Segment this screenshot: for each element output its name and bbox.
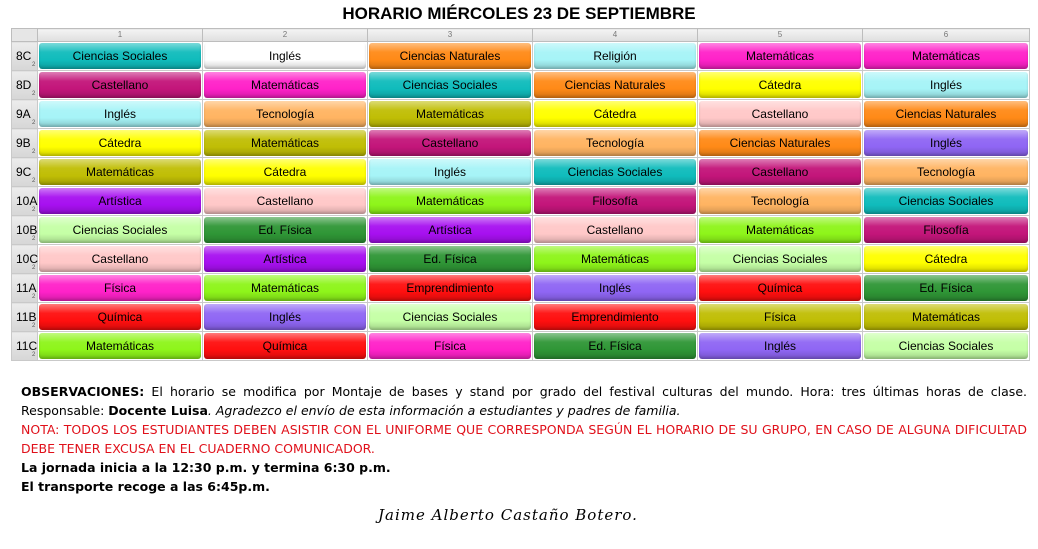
schedule-cell [863, 129, 1030, 158]
nota-text: TODOS LOS ESTUDIANTES DEBEN ASISTIR CON EL UNIFORME QUE CORRESPONDA SEGÚN EL HORARIO DE SU GRUPO, EN CASO DE ALGUNA DIFICULTAD DEBE TENER EXCUSA EN EL CUADERNO COMUNICADOR. [21, 422, 1027, 456]
subject-label: Ciencias Sociales [864, 333, 1028, 359]
schedule-cell [368, 332, 533, 361]
subject-label: Castellano [699, 159, 861, 185]
subject-label: Inglés [864, 72, 1028, 98]
schedule-cell [533, 187, 698, 216]
subject-label: Ciencias Sociales [864, 188, 1028, 214]
schedule-cell [203, 158, 368, 187]
subject-label: Ed. Física [369, 246, 531, 272]
subject-label: Artística [39, 188, 201, 214]
subject-label: Ciencias Sociales [39, 217, 201, 243]
group-sub-label: 2 [32, 294, 36, 300]
subject-label: Ciencias Sociales [699, 246, 861, 272]
transporte-text: El transporte recoge a las 6:45p.m. [21, 479, 270, 494]
subject-label: Castellano [39, 246, 201, 272]
row-header-group [12, 245, 38, 274]
schedule-cell [38, 187, 203, 216]
schedule-table [11, 28, 1030, 361]
subject-label: Química [39, 304, 201, 330]
group-sub-label: 2 [32, 91, 36, 97]
subject-label: Tecnología [699, 188, 861, 214]
schedule-cell [698, 245, 863, 274]
subject-label: Ciencias Naturales [534, 72, 696, 98]
schedule-cell [863, 71, 1030, 100]
subject-label: Matemáticas [864, 43, 1028, 69]
schedule-cell [698, 129, 863, 158]
schedule-cell [863, 274, 1030, 303]
subject-label: Emprendimiento [369, 275, 531, 301]
schedule-cell [368, 303, 533, 332]
schedule-cell [863, 42, 1030, 71]
subject-label: Inglés [534, 275, 696, 301]
column-header: 6 [863, 29, 1030, 42]
schedule-cell [533, 274, 698, 303]
subject-label: Matemáticas [369, 101, 531, 127]
schedule-cell [533, 42, 698, 71]
subject-label: Tecnología [204, 101, 366, 127]
schedule-cell [863, 303, 1030, 332]
schedule-cell [203, 332, 368, 361]
schedule-cell [533, 71, 698, 100]
subject-label: Emprendimiento [534, 304, 696, 330]
jornada-text: La jornada inicia a la 12:30 p.m. y termina 6:30 p.m. [21, 460, 391, 475]
subject-label: Matemáticas [534, 246, 696, 272]
row-header-group [12, 42, 38, 71]
page-title: HORARIO MIÉRCOLES 23 DE SEPTIEMBRE [342, 4, 696, 23]
schedule-cell [698, 100, 863, 129]
schedule-cell [698, 216, 863, 245]
group-label: 10B [16, 223, 38, 237]
subject-label: Matemáticas [204, 275, 366, 301]
subject-label: Inglés [864, 130, 1028, 156]
schedule-cell [863, 100, 1030, 129]
schedule-cell [698, 187, 863, 216]
group-sub-label: 2 [32, 62, 36, 68]
group-label: 8D [16, 78, 32, 92]
group-label: 10C [16, 252, 39, 266]
schedule-cell [38, 245, 203, 274]
schedule-cell [533, 216, 698, 245]
row-header-group [12, 274, 38, 303]
table-row [12, 216, 1030, 245]
schedule-cell [38, 100, 203, 129]
schedule-cell [533, 332, 698, 361]
schedule-cell [863, 158, 1030, 187]
schedule-cell [368, 187, 533, 216]
column-header: 3 [368, 29, 533, 42]
observations-label: OBSERVACIONES: [21, 384, 145, 399]
subject-label: Castellano [699, 101, 861, 127]
nota-paragraph [21, 420, 1027, 458]
schedule-cell [38, 129, 203, 158]
schedule-cell [368, 129, 533, 158]
column-header: 5 [698, 29, 863, 42]
schedule-cell [203, 216, 368, 245]
group-label: 9C [16, 165, 32, 179]
table-row [12, 129, 1030, 158]
row-header-group [12, 216, 38, 245]
subject-label: Ciencias Sociales [369, 72, 531, 98]
header-corner [12, 29, 38, 42]
subject-label: Inglés [204, 43, 366, 69]
row-header-group [12, 129, 38, 158]
subject-label: Cátedra [864, 246, 1028, 272]
observations-paragraph [21, 382, 1027, 420]
subject-label: Matemáticas [39, 333, 201, 359]
signature: Jaime Alberto Castaño Botero. [378, 506, 638, 524]
subject-label: Física [369, 333, 531, 359]
schedule-cell [203, 245, 368, 274]
subject-label: Filosofía [864, 217, 1028, 243]
table-row [12, 158, 1030, 187]
subject-label: Ciencias Sociales [39, 43, 201, 69]
row-header-group [12, 187, 38, 216]
subject-label: Matemáticas [204, 130, 366, 156]
group-sub-label: 2 [32, 207, 36, 213]
group-label: 9A [16, 107, 31, 121]
table-row [12, 71, 1030, 100]
subject-label: Inglés [699, 333, 861, 359]
thanks-text: . Agradezco el envío de esta información a estudiantes y padres de familia. [207, 403, 681, 418]
schedule-cell [863, 187, 1030, 216]
schedule-cell [38, 216, 203, 245]
schedule-cell [203, 303, 368, 332]
row-header-group [12, 100, 38, 129]
row-header-group [12, 71, 38, 100]
group-sub-label: 2 [32, 265, 36, 271]
schedule-cell [38, 332, 203, 361]
subject-label: Inglés [39, 101, 201, 127]
group-label: 11C [16, 339, 38, 353]
group-label: 8C [16, 49, 32, 63]
schedule-cell [698, 303, 863, 332]
subject-label: Tecnología [864, 159, 1028, 185]
schedule-cell [203, 100, 368, 129]
group-sub-label: 2 [32, 178, 36, 184]
schedule-cell [533, 303, 698, 332]
table-row [12, 303, 1030, 332]
group-sub-label: 2 [32, 323, 36, 329]
subject-label: Matemáticas [864, 304, 1028, 330]
schedule-cell [38, 42, 203, 71]
column-header: 2 [203, 29, 368, 42]
schedule-cell [38, 158, 203, 187]
schedule-cell [533, 158, 698, 187]
subject-label: Ed. Física [864, 275, 1028, 301]
nota-label: NOTA: [21, 422, 60, 437]
schedule-cell [698, 42, 863, 71]
schedule-cell [203, 71, 368, 100]
subject-label: Ciencias Naturales [864, 101, 1028, 127]
subject-label: Cátedra [39, 130, 201, 156]
schedule-cell [863, 216, 1030, 245]
table-row [12, 42, 1030, 71]
table-row [12, 100, 1030, 129]
schedule-cell [533, 129, 698, 158]
observations-block [21, 382, 1027, 496]
schedule-cell [698, 71, 863, 100]
schedule-cell [38, 274, 203, 303]
group-label: 11A [16, 281, 37, 295]
subject-label: Artística [204, 246, 366, 272]
subject-label: Matemáticas [699, 217, 861, 243]
subject-label: Ciencias Naturales [369, 43, 531, 69]
responsable-name: Docente Luisa [108, 403, 208, 418]
row-header-group [12, 303, 38, 332]
schedule-cell [203, 274, 368, 303]
row-header-group [12, 332, 38, 361]
subject-label: Ciencias Sociales [534, 159, 696, 185]
schedule-cell [863, 245, 1030, 274]
schedule-cell [38, 71, 203, 100]
group-label: 11B [16, 310, 37, 324]
schedule-cell [368, 71, 533, 100]
subject-label: Química [204, 333, 366, 359]
subject-label: Física [699, 304, 861, 330]
subject-label: Artística [369, 217, 531, 243]
subject-label: Cátedra [699, 72, 861, 98]
schedule-cell [533, 245, 698, 274]
schedule-cell [38, 303, 203, 332]
subject-label: Inglés [369, 159, 531, 185]
observations-text: El horario se modifica por Montaje de bases y stand por grado del festival culturas del mundo. Hora: tres últimas horas de clase. Responsable: [21, 384, 1027, 418]
group-sub-label: 2 [32, 149, 36, 155]
schedule-cell [203, 187, 368, 216]
subject-label: Ed. Física [204, 217, 366, 243]
column-header-row [12, 29, 1030, 42]
subject-label: Inglés [204, 304, 366, 330]
group-sub-label: 2 [32, 236, 36, 242]
group-sub-label: 2 [32, 352, 36, 358]
subject-label: Castellano [534, 217, 696, 243]
subject-label: Cátedra [534, 101, 696, 127]
schedule-cell [698, 274, 863, 303]
subject-label: Ciencias Sociales [369, 304, 531, 330]
group-label: 10A [16, 194, 38, 208]
schedule-cell [368, 100, 533, 129]
table-row [12, 187, 1030, 216]
row-header-group [12, 158, 38, 187]
subject-label: Química [699, 275, 861, 301]
schedule-cell [368, 274, 533, 303]
schedule-cell [368, 245, 533, 274]
subject-label: Castellano [369, 130, 531, 156]
subject-label: Filosofía [534, 188, 696, 214]
column-header: 1 [38, 29, 203, 42]
subject-label: Ciencias Naturales [699, 130, 861, 156]
schedule-cell [203, 42, 368, 71]
subject-label: Religión [534, 43, 696, 69]
group-label: 9B [16, 136, 31, 150]
subject-label: Matemáticas [204, 72, 366, 98]
subject-label: Matemáticas [369, 188, 531, 214]
subject-label: Cátedra [204, 159, 366, 185]
schedule-cell [368, 158, 533, 187]
subject-label: Ed. Física [534, 333, 696, 359]
subject-label: Tecnología [534, 130, 696, 156]
subject-label: Matemáticas [699, 43, 861, 69]
subject-label: Castellano [39, 72, 201, 98]
schedule-cell [533, 100, 698, 129]
schedule-cell [368, 42, 533, 71]
table-row [12, 245, 1030, 274]
schedule-cell [203, 129, 368, 158]
subject-label: Matemáticas [39, 159, 201, 185]
group-sub-label: 2 [32, 120, 36, 126]
table-row [12, 274, 1030, 303]
subject-label: Castellano [204, 188, 366, 214]
column-header: 4 [533, 29, 698, 42]
schedule-cell [863, 332, 1030, 361]
schedule-cell [368, 216, 533, 245]
schedule-cell [698, 158, 863, 187]
schedule-cell [698, 332, 863, 361]
table-row [12, 332, 1030, 361]
subject-label: Física [39, 275, 201, 301]
